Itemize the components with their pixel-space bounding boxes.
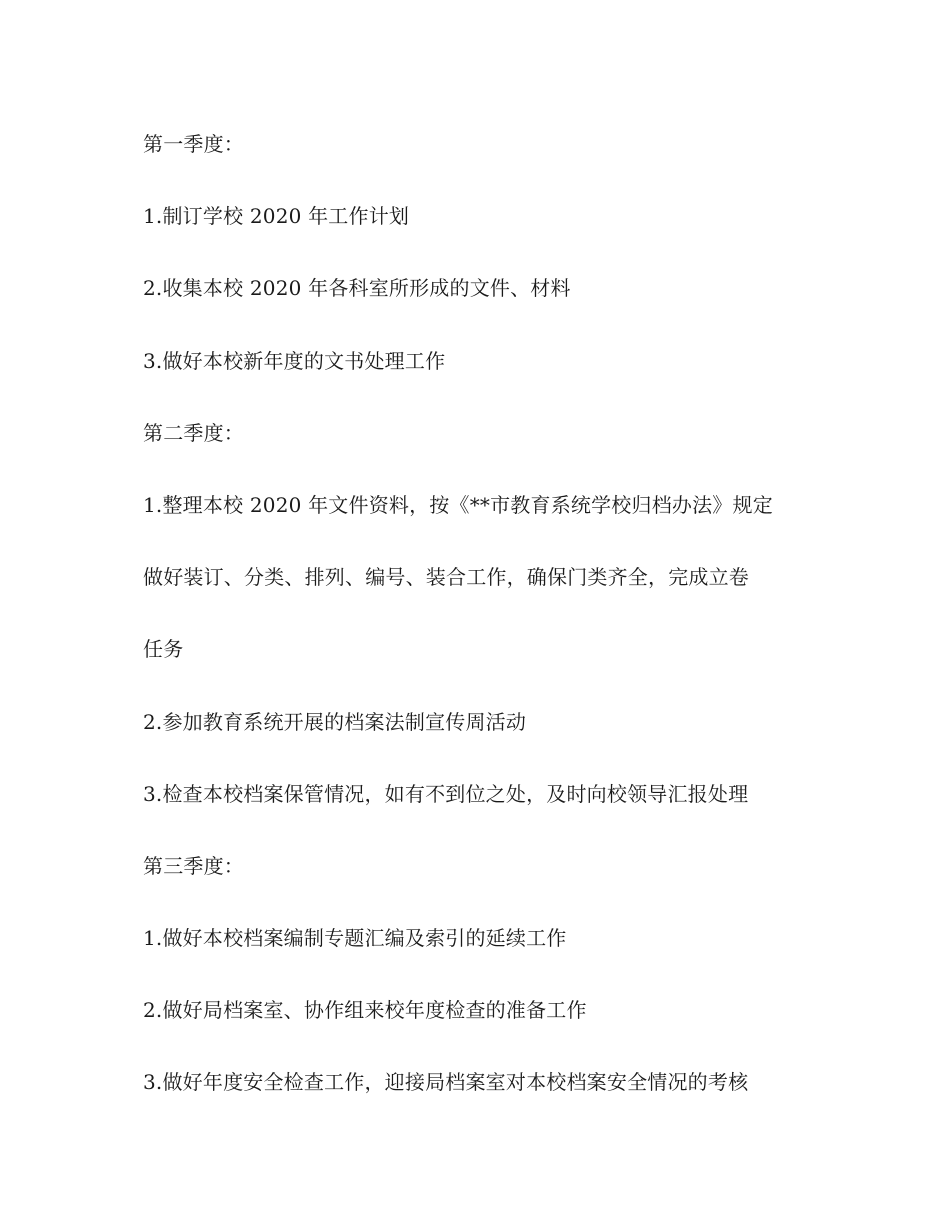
plan-item: 3.做好本校新年度的文书处理工作 — [143, 348, 446, 373]
plan-item: 2.参加教育系统开展的档案法制宣传周活动 — [143, 709, 527, 734]
plan-item-continuation: 任务 — [143, 637, 184, 662]
plan-item: 1.做好本校档案编制专题汇编及索引的延续工作 — [143, 926, 567, 951]
section-heading-q1: 第一季度： — [143, 132, 244, 156]
plan-item: 1.整理本校 2020 年文件资料，按《**市教育系统学校归档办法》规定 — [143, 492, 773, 517]
section-heading-q2: 第二季度： — [143, 420, 244, 445]
document-body — [143, 126, 813, 1137]
plan-item: 2.做好局档案室、协作组来校年度检查的准备工作 — [143, 998, 587, 1023]
plan-item: 3.检查本校档案保管情况，如有不到位之处，及时向校领导汇报处理 — [143, 781, 749, 806]
plan-item: 3.做好年度安全检查工作，迎接局档案室对本校档案安全情况的考核 — [143, 1070, 749, 1095]
plan-item-continuation: 做好装订、分类、排列、编号、装合工作，确保门类齐全，完成立卷 — [143, 565, 749, 590]
section-heading-q3: 第三季度： — [143, 853, 244, 878]
plan-item: 1.制订学校 2020 年工作计划 — [143, 204, 410, 229]
plan-item: 2.收集本校 2020 年各科室所形成的文件、材料 — [143, 276, 571, 301]
